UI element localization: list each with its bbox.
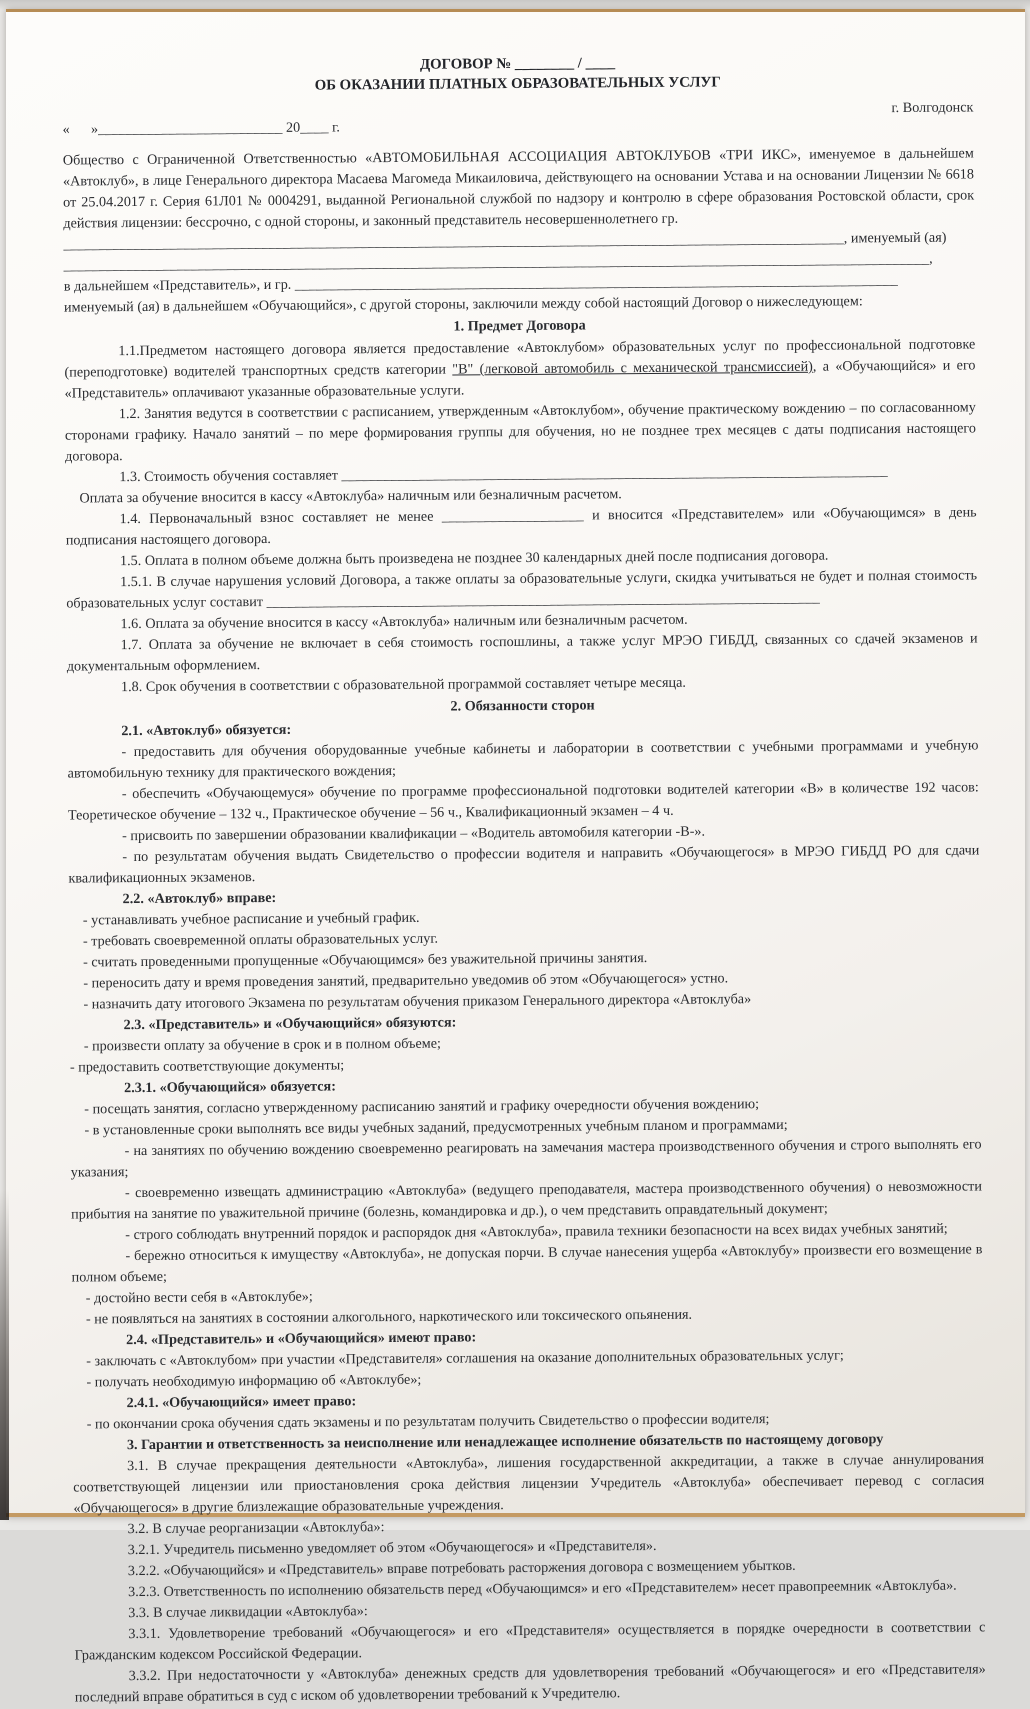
text-run: - устанавливать учебное расписание и учебный график. <box>82 909 420 929</box>
text-run: 3.1. В случае прекращения деятельности «Автоклуба», лишения государственной аккредитации, а также в случае аннулирования соответствующей лицензии или приостановления срока действия лицензии Учредитель «Автоклуба» обеспечивает перевод с согласия «Обучающегося» в другие близлежащие образовательные учреждения. <box>73 1451 985 1517</box>
text-run: 1.4. Первоначальный взнос составляет не менее ____________________ и вносится «Представителем» или «Обучающимся» в день подписания настоящего договора. <box>65 504 977 549</box>
text-run: 2.4.1. «Обучающийся» имеет право: <box>126 1393 357 1412</box>
clause-3-3-2 <box>75 1659 986 1708</box>
text-run: 1.5. Оплата в полном объеме должна быть произведена не позднее 30 календарных дней после подписания договора. <box>119 547 829 570</box>
contract-subtitle: ОБ ОКАЗАНИИ ПЛАТНЫХ ОБРАЗОВАТЕЛЬНЫХ УСЛУГ <box>314 74 721 94</box>
clause-3-3-1 <box>74 1617 985 1666</box>
text-run: - требовать своевременной оплаты образовательных услуг. <box>82 930 439 950</box>
text-run: 3.2.2. «Обучающийся» и «Представитель» вправе потребовать расторжения договора с возмещением убытков. <box>127 1557 796 1580</box>
text-run: 3. Гарантии и ответственность за неисполнение или ненадлежащее исполнение обязательств по настоящему договору <box>126 1431 884 1454</box>
text-run: - присвоить по завершении образовании квалификации – «Водитель автомобиля категории -В-». <box>122 823 706 845</box>
text-run: - назначить дату итогового Экзамена по результатам обучения приказом Генерального директора «Автоклуба» <box>83 991 752 1013</box>
clause-1-5-1 <box>66 565 977 614</box>
city-label: г. Волгодонск <box>891 99 974 117</box>
text-run: 2.1. «Автоклуб» обязуется: <box>121 721 292 740</box>
text-run: 3.3.2. При недостаточности у «Автоклуба» денежных средств для удовлетворения требований «Обучающегося» и его «Представителя» последний вправе обратиться в суд с иском об удовлетворении требований к Учредителю. <box>74 1661 986 1706</box>
text-run: 2.4. «Представитель» и «Обучающийся» имеют право: <box>126 1329 477 1349</box>
text-run: - по окончании срока обучения сдать экзамены и по результатам получить Свидетельство о профессии водителя; <box>86 1411 770 1433</box>
text-run: 1.5.1. В случае нарушения условий Договора, а также оплаты за образовательные услуги, скидка учитываться не будет и полная стоимость образовательных услуг составит ______________________________________________________________________________ <box>66 567 978 612</box>
obligation-item <box>68 777 979 826</box>
text-run: , а «Обучающийся» и его «Представитель» оплачивают указанные образовательные услуги. <box>64 357 976 402</box>
text-run: 2.3. «Представитель» и «Обучающийся» обязуются: <box>123 1014 457 1034</box>
text-run: - в установленные сроки выполнять все виды учебных заданий, предусмотренных учебным планом и программами; <box>84 1116 788 1139</box>
text-run: в дальнейшем «Представитель», и гр. _____________________________________________________________________________________ <box>63 272 898 295</box>
text-run: 3.2.3. Ответственность по исполнению обязательств перед «Обучающимся» и его «Представителем» несет правопреемник «Автоклуба». <box>128 1577 957 1601</box>
obligation-item <box>68 840 979 889</box>
scan-edge-shadow <box>0 1190 9 1520</box>
clause-3-1 <box>73 1449 984 1519</box>
text-run: - переносить дату и время проведения занятий, предварительно уведомив об этом «Обучающегося» устно. <box>83 970 729 992</box>
text-run: - предоставить соответствующие документы; <box>69 1057 345 1076</box>
text-run: 1. Предмет Договора <box>453 317 586 335</box>
text-run: Оплата за обучение вносится в кассу «Автоклуба» наличным или безналичным расчетом. <box>79 486 622 507</box>
text-run: 2.3.1. «Обучающийся» обязуется: <box>124 1078 336 1097</box>
obligation-item <box>67 735 978 784</box>
text-run: 1.7. Оплата за обучение не включает в себя стоимость госпошлины, а также услуг МРЭО ГИБДД, связанных со сдачей экзаменов и документальным оформлением. <box>66 630 978 675</box>
text-run: - произвести оплату за обучение в срок и в полном объеме; <box>83 1035 442 1055</box>
text-run: __________________________________________________________________________________________________________________________, <box>63 250 933 274</box>
text-run: 1.2. Занятия ведутся в соответствии с расписанием, утвержденным «Автоклубом», обучение практическому вождению – по согласованному сторонами графику. Начало занятий – по мере формирования группы для обучения, но не позднее трех месяцев с даты подписания настоящего договора. <box>64 399 977 465</box>
text-run: - достойно вести себя в «Автоклубе»; <box>85 1288 313 1307</box>
clause-1-4 <box>66 502 977 551</box>
text-run: именуемый (ая) в дальнейшем «Обучающийся», с другой стороны, заключили между собой настоящий Договор о нижеследующем: <box>63 293 863 316</box>
text-run: - не появляться на занятиях в состоянии алкогольного, наркотического или токсического опьянения. <box>85 1306 693 1328</box>
text-run: 1.8. Срок обучения в соответствии с образовательной программой составляет четыре месяца. <box>120 674 686 696</box>
contract-number-title: ДОГОВОР № ________ / ____ <box>419 55 616 73</box>
text-run: - обеспечить «Обучающемуся» обучение по программе профессиональной подготовки водителей категории «В» в количестве 192 часов: Теоретическое обучение – 132 ч., Практическое обучение – 56 ч., Квалификационный экзамен – 4 ч. <box>67 779 979 824</box>
text-run: 2. Обязанности сторон <box>450 697 595 715</box>
text-run: 3.3.1. Удовлетворение требований «Обучающегося» и его «Представителя» осуществляется в порядке очередности в соответствии с Гражданским кодексом Российской Федерации. <box>74 1619 986 1664</box>
clause-1-7 <box>67 628 978 677</box>
text-run: 3.2. В случае реорганизации «Автоклуба»: <box>127 1519 385 1538</box>
clause-1-1 <box>64 334 975 404</box>
text-run: Общество с Ограниченной Ответственностью «АВТОМОБИЛЬНАЯ АССОЦИАЦИЯ АВТОКЛУБОВ «ТРИ ИКС», именуемое в дальнейшем «Автоклуб», в лице Генерального директора Масаева Магомеда Микаиловича, действующего на основании Устава и на основании Лицензии № 6618 от 25.04.2017 г. Серия 61Л01 № 0004291, выданной Региональной службой по надзору и контролю в сфере образования Ростовской области, срок действия лицензии: бессрочно, с одной стороны, и законный представитель несовершеннолетнего гр. <box>62 145 975 232</box>
contract-body <box>63 143 986 1708</box>
obligation-item <box>71 1239 982 1288</box>
text-run: - по результатам обучения выдать Свидетельство о профессии водителя и направить «Обучающегося» в МРЭО ГИБДД РО для сдачи квалификационных экзаменов. <box>68 842 980 887</box>
text-run: ______________________________________________________________________________________________________________, именуемый (ая) <box>63 229 947 253</box>
text-run: 2.2. «Автоклуб» вправе: <box>122 889 277 908</box>
text-run: - посещать занятия, согласно утвержденному расписанию занятий и графику очередности обучения вождению; <box>84 1096 760 1118</box>
date-blank-line: « »__________________________ 20____ г. <box>62 119 340 138</box>
text-run: 1.1.Предметом настоящего договора является предоставление «Автоклубом» образовательных услуг по профессиональной подготовке (переподготовке) водителей транспортных средств категории <box>64 336 976 381</box>
text-run: 3.3. В случае ликвидации «Автоклуба»: <box>128 1603 368 1622</box>
obligation-item <box>71 1134 982 1183</box>
text-run: - бережно относиться к имуществу «Автоклуба», не допуская порчи. В случае нанесения ущерба «Автоклубу» произвести его возмещение в полном объеме; <box>71 1241 983 1286</box>
text-run: 3.2.1. Учредитель письменно уведомляет об этом «Обучающегося» и «Представителя». <box>127 1537 657 1559</box>
intro-paragraph <box>63 143 975 234</box>
text-run: - на занятиях по обучению вождению своевременно реагировать на замечания мастера производственного обучения и строго выполнять его указания; <box>70 1136 982 1181</box>
document-content <box>62 50 986 1708</box>
text-run: - своевременно извещать администрацию «Автоклуба» (ведущего преподавателя, мастера производственного обучения) о невозможности прибытия на занятие по уважительной причине (болезнь, командировка и др.), о чем представить оправдательный документ; <box>71 1178 982 1223</box>
text-run: - получать необходимую информацию об «Автоклубе»; <box>86 1371 422 1391</box>
text-run: - считать проведенными пропущенные «Обучающимся» без уважительной причины занятия. <box>83 950 648 971</box>
obligation-item <box>71 1176 982 1225</box>
text-run: 1.6. Оплата за обучение вносится в кассу «Автоклуба» наличным или безналичным расчетом. <box>120 611 688 633</box>
underlined-text: "В" (легковой автомобиль с механической трансмиссией) <box>452 358 813 378</box>
text-run: - предоставить для обучения оборудованные учебные кабинеты и лаборатории в соответствии с учебными программами и учебную автомобильную технику для практического вождения; <box>67 737 979 782</box>
document-page <box>6 9 1025 1706</box>
text-run: 1.3. Стоимость обучения составляет _____________________________________________________________________________ <box>119 463 888 486</box>
date-city-row <box>62 99 974 138</box>
text-run: - строго соблюдать внутренний порядок и распорядок дня «Автоклуба», правила техники безопасности на всех видах учебных занятий; <box>125 1220 948 1244</box>
text-run: - заключать с «Автоклубом» при участии «Представителя» соглашения на оказание дополнительных образовательных услуг; <box>86 1347 844 1370</box>
clause-1-2 <box>65 397 976 467</box>
